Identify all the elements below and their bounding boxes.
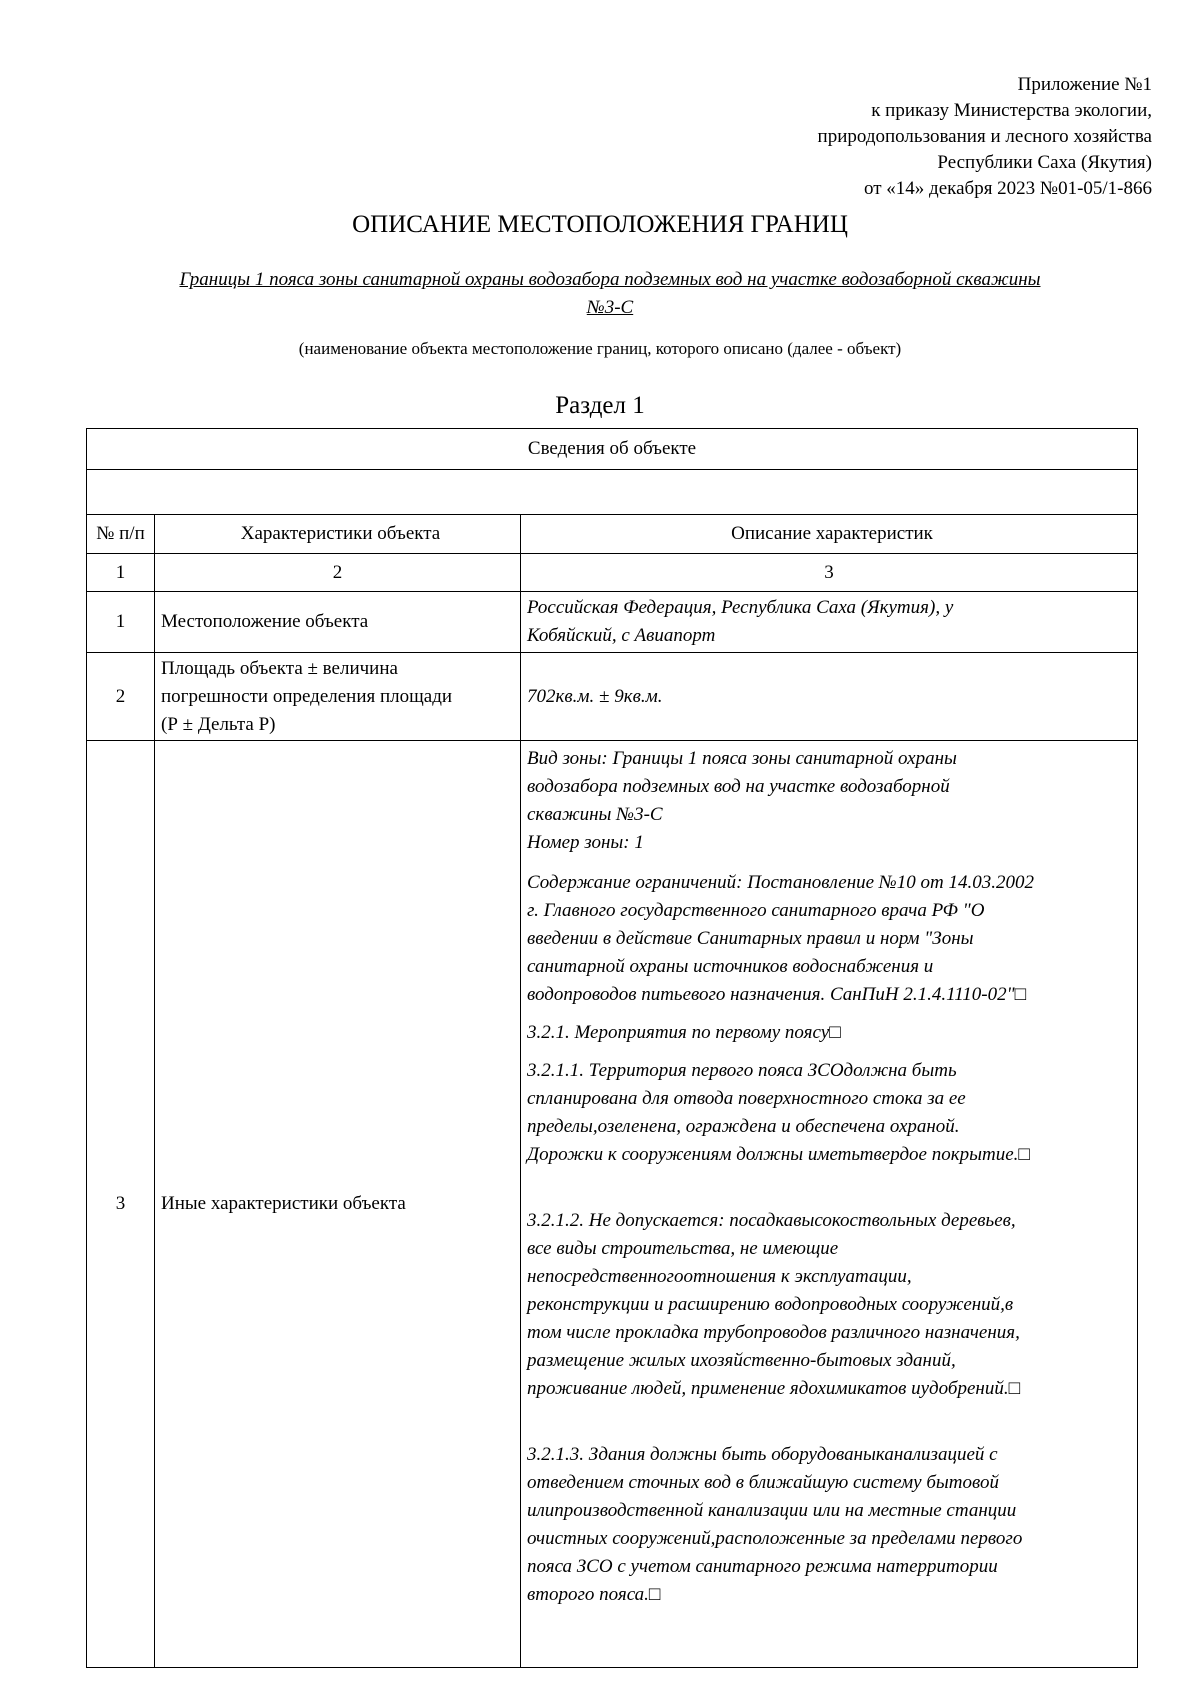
paragraph-line: скважины №3-С xyxy=(527,804,663,825)
characteristic-line: (Р ± Дельта Р) xyxy=(161,713,276,735)
row-characteristic: Местоположение объекта xyxy=(155,592,521,653)
appendix-line: к приказу Министерства экологии, xyxy=(871,100,1152,121)
row-number: 3 xyxy=(87,741,155,1668)
paragraph-line: очистных сооружений,расположенные за пределами первого xyxy=(527,1528,1023,1549)
paragraph-line: том числе прокладка трубопроводов различного назначения, xyxy=(527,1322,1020,1343)
index-cell: 2 xyxy=(155,554,521,592)
paragraph-line: г. Главного государственного санитарного врача РФ "О xyxy=(527,900,985,921)
header-characteristic: Характеристики объекта xyxy=(155,515,521,554)
paragraph-line: 3.2.1.3. Здания должны быть оборудованыканализацией с xyxy=(527,1444,998,1465)
table-index-row xyxy=(87,554,1138,592)
paragraph-line: 3.2.1.1. Территория первого пояса ЗСОдолжна быть xyxy=(527,1060,957,1081)
object-caption: (наименование объекта местоположение границ, которого описано (далее - объект) xyxy=(298,339,902,358)
paragraph-line: отведением сточных вод в ближайшую систему бытовой xyxy=(527,1472,999,1493)
clause-3-2-1-2-paragraph xyxy=(527,1207,1137,1403)
characteristic-line: Площадь объекта ± величина xyxy=(161,657,398,679)
appendix-line: природопользования и лесного хозяйства xyxy=(817,126,1152,147)
paragraph-line: непосредственногоотношения к эксплуатации, xyxy=(527,1266,912,1287)
row-description xyxy=(521,592,1138,653)
clause-3-2-1-3-paragraph xyxy=(527,1441,1137,1609)
paragraph-line: все виды строительства, не имеющие xyxy=(527,1238,839,1259)
characteristic-line: погрешности определения площади xyxy=(161,685,453,707)
row-characteristic: Иные характеристики объекта xyxy=(155,741,521,1668)
row-number: 2 xyxy=(87,653,155,741)
appendix-line: Республики Саха (Якутия) xyxy=(937,152,1152,173)
empty-cell xyxy=(87,470,1138,515)
row-number: 1 xyxy=(87,592,155,653)
table-info-header-row xyxy=(87,429,1138,470)
document-title: ОПИСАНИЕ МЕСТОПОЛОЖЕНИЯ ГРАНИЦ xyxy=(352,211,848,238)
paragraph-line: водозабора подземных вод на участке водозаборной xyxy=(527,776,950,797)
section-title: Раздел 1 xyxy=(555,392,645,419)
object-name-line: Границы 1 пояса зоны санитарной охраны водозабора подземных вод на участке водозаборной скважины xyxy=(179,269,1041,290)
paragraph-line: введении в действие Санитарных правил и норм "Зоны xyxy=(527,928,974,949)
paragraph-line: Дорожки к сооружениям должны иметьтвердое покрытие.□ xyxy=(527,1144,1030,1165)
paragraph-line: илипроизводственной канализации или на местные станции xyxy=(527,1500,1017,1521)
index-cell: 1 xyxy=(87,554,155,592)
object-info-table xyxy=(86,428,1138,1668)
paragraph-line: пояса ЗСО с учетом санитарного режима натерритории xyxy=(527,1556,998,1577)
paragraph-line: Вид зоны: Границы 1 пояса зоны санитарной охраны xyxy=(527,748,957,769)
appendix-line: от «14» декабря 2023 №01-05/1-866 xyxy=(864,178,1152,199)
measures-heading-paragraph xyxy=(527,1019,1137,1047)
clause-3-2-1-1-paragraph xyxy=(527,1057,1137,1169)
paragraph-line: второго пояса.□ xyxy=(527,1584,661,1605)
row-description xyxy=(521,741,1138,1668)
table-row xyxy=(87,741,1138,1668)
appendix-header xyxy=(818,72,1152,202)
description-line: Российская Федерация, Республика Саха (Якутия), у xyxy=(527,597,954,618)
header-num: № п/п xyxy=(87,515,155,554)
row-characteristic xyxy=(155,653,521,741)
info-header-cell: Сведения об объекте xyxy=(87,429,1138,470)
appendix-line: Приложение №1 xyxy=(1017,74,1152,95)
paragraph-line: санитарной охраны источников водоснабжения и xyxy=(527,956,934,977)
paragraph-line: Содержание ограничений: Постановление №10 от 14.03.2002 xyxy=(527,872,1034,893)
paragraph-line: Номер зоны: 1 xyxy=(527,832,644,853)
index-cell: 3 xyxy=(521,554,1138,592)
paragraph-line: размещение жилых ихозяйственно-бытовых зданий, xyxy=(527,1350,956,1371)
description-line: Кобяйский, с Авиапорт xyxy=(527,625,716,646)
paragraph-line: спланирована для отвода поверхностного стока за ее xyxy=(527,1088,966,1109)
paragraph-line: проживание людей, применение ядохимикатов иудобрений.□ xyxy=(527,1378,1021,1399)
paragraph-line: 3.2.1. Мероприятия по первому поясу□ xyxy=(527,1022,841,1043)
row-description: 702кв.м. ± 9кв.м. xyxy=(521,653,1138,741)
paragraph-line: реконструкции и расширению водопроводных сооружений,в xyxy=(527,1294,1014,1315)
table-row xyxy=(87,653,1138,741)
object-name-line: №3-С xyxy=(586,297,634,318)
zone-info-paragraph xyxy=(527,745,1137,857)
object-name xyxy=(95,266,1125,322)
restrictions-paragraph xyxy=(527,869,1137,1009)
table-row xyxy=(87,592,1138,653)
table-header-row xyxy=(87,515,1138,554)
table-empty-row xyxy=(87,470,1138,515)
paragraph-line: пределы,озеленена, ограждена и обеспечена охраной. xyxy=(527,1116,960,1137)
header-description: Описание характеристик xyxy=(521,515,1138,554)
paragraph-line: водопроводов питьевого назначения. СанПиН 2.1.4.1110-02"□ xyxy=(527,984,1027,1005)
paragraph-line: 3.2.1.2. Не допускается: посадкавысокоствольных деревьев, xyxy=(527,1210,1016,1231)
